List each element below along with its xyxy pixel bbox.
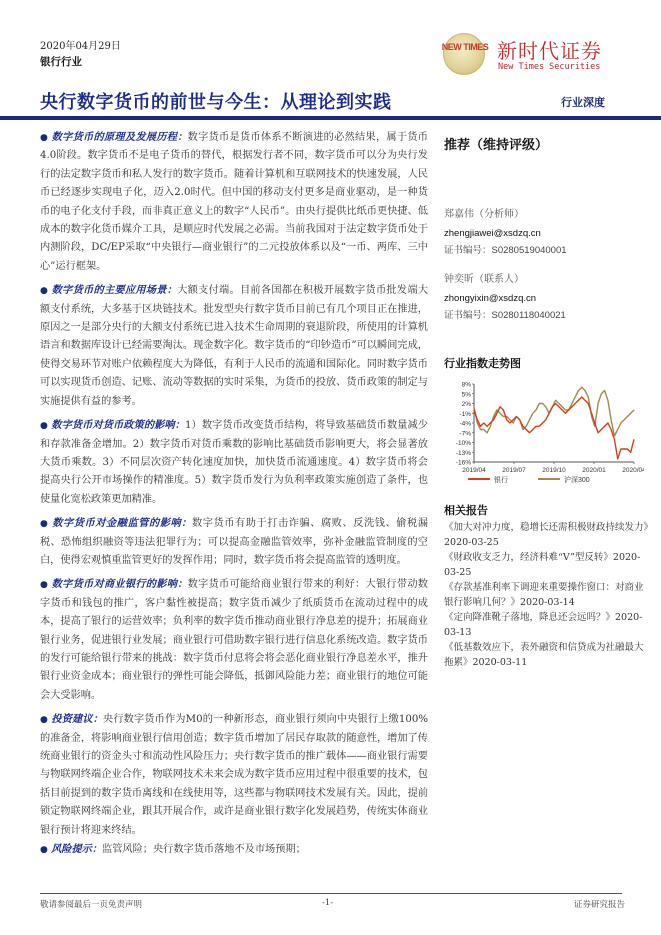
section-lead: 数字货币对货币政策的影响：: [51, 419, 185, 432]
section-scenarios: [40, 281, 428, 411]
analyst-email[interactable]: zhengjiawei@xsdzq.cn: [444, 228, 541, 239]
industry-label: 银行行业: [40, 56, 82, 68]
related-report-link[interactable]: 《存款基准利率下调迎来重要操作窗口：对商业银行影响几何？》2020-03-14: [444, 582, 644, 608]
related-report-link[interactable]: 《定向降准靴子落地，降息还会远吗？》2020-03-13: [444, 612, 643, 638]
bullet-icon: ●: [40, 519, 49, 530]
page-number: -1-: [322, 898, 334, 908]
related-report-link[interactable]: 《财政收支乏力，经济料难“V”型反转》2020-03-25: [444, 552, 641, 578]
legend-label: 沪深300: [564, 477, 590, 484]
chart-svg: [444, 378, 644, 488]
x-tick-label: 2020/01: [582, 467, 606, 474]
section-monetary-policy: [40, 416, 428, 509]
company-logo: [443, 33, 643, 79]
bullet-icon: ●: [40, 133, 49, 143]
related-report-link[interactable]: 《加大对冲力度，稳增长还需积极财政持续发力》2020-03-25: [444, 522, 649, 548]
bullet-icon: ●: [40, 580, 49, 591]
bullet-icon: ●: [40, 286, 49, 297]
report-date: 2020年04月29日: [40, 41, 121, 52]
legend-label: 银行: [494, 477, 508, 484]
bullet-icon: ●: [40, 421, 48, 432]
section-text: 大额支付端。目前各国都在积极开展数字货币批发端大额支付系统，大多基于区块链技术。批发型央行数字货币目前已有几个项目正在推进，原因之一是部分央行的大额支付系统已进入技术生命周期的衰退阶段，所使用的计算机语言和数据库设计已经需要淘汰。现金数字化。数字货币的“印钞造币”可以瞬间完成，使得交易环节对账户依赖程度大为降低，有利于人民币的流通和国际化。同时数字货币可以实现货币创造、记账、流动等数据的实时采集，为货币的投放、货币政策的制定与实施提供有益的参考。: [40, 285, 429, 407]
bullet-icon: ●: [40, 715, 48, 726]
y-tick-label: -10%: [455, 440, 471, 447]
x-tick-label: 2019/07: [502, 467, 526, 474]
section-risk: [40, 840, 428, 859]
section-principle: [40, 128, 428, 276]
analyst-name: 郑嘉伟（分析师）: [444, 209, 524, 220]
section-lead: 数字货币对商业银行的影响：: [51, 578, 188, 591]
y-tick-label: -1%: [459, 410, 471, 418]
logo-seal-icon: [443, 33, 485, 75]
report-title: 央行数字货币的前世与今生：从理论到实践: [40, 92, 392, 113]
bullet-icon: ●: [40, 845, 48, 856]
section-lead: 数字货币的原理及发展历程：: [51, 131, 188, 143]
footer-divider: [40, 893, 622, 894]
report-type: 行业深度: [561, 96, 605, 109]
chart-title: 行业指数走势图: [444, 357, 521, 370]
related-title: 相关报告: [444, 504, 488, 517]
analyst-name: 钟奕昕（联系人）: [444, 274, 524, 285]
logo-seal-text: NEW TIMES: [441, 42, 489, 52]
x-tick-label: 2019/10: [542, 467, 566, 474]
section-lead: 投资建议：: [51, 713, 104, 726]
y-tick-label: -4%: [459, 420, 471, 428]
section-text: 数字货币是货币体系不断演进的必然结果，属于货币4.0阶段。数字货币不是电子货币的替代，根据发行者不同，数字货币可以分为央行发行的法定数字货币和私人发行的数字货币。随着计算机和互联网技术的快速发展，人民币已经逐步实现电子化，迈入2.0时代。但中国的移动支付更多是商业驱动，是一种货币的电子化支付手段，而非真正意义上的数字“人民币”。由央行提供比纸币更快捷、低成本的数字化货币媒介工具，是顺应时代发展之必需。当前我国对于法定数字货币处于内测阶段，DC/EP采取“中央银行—商业银行”的二元投放体系以及“一币、两库、三中心”运行框架。: [40, 132, 428, 272]
x-tick-label: 2019/04: [462, 467, 486, 474]
section-lead: 数字货币对金融监管的影响：: [52, 517, 193, 530]
analyst-cert: 证书编号：S0280118040021: [444, 310, 566, 321]
section-regulation: [40, 514, 428, 570]
related-report-link[interactable]: 《低基数效应下，表外融资和信贷成为社融最大拖累》2020-03-11: [444, 642, 644, 668]
section-text: 数字货币有助于打击诈骗、腐败、反洗钱、偷税漏税、恐怖组织融资等违法犯罪行为；可以提高金融监管效率，弥补金融监管制度的空白，使得宏观慎重监管更好的发挥作用；同时，数字货币将会提高监管的透明度。: [40, 518, 428, 566]
y-tick-label: -16%: [455, 459, 471, 467]
analyst-card: [444, 270, 644, 325]
logo-name-cn: 新时代证券: [497, 39, 602, 63]
analyst-card: [444, 205, 644, 260]
section-text: 监管风险；央行数字货币落地不及市场预期；: [102, 844, 306, 856]
section-lead: 风险提示：: [51, 843, 103, 856]
related-reports: [444, 502, 649, 670]
footer-disclaimer: 敬请参阅最后一页免责声明: [40, 900, 143, 910]
section-text: 数字货币可能给商业银行带来的利好：大银行带动数字货币和钱包的推广，客户黏性被提高；数字货币减少了纸质货币在流动过程中的成本，提高了银行的运营效率；负利率的数字货币推动商业银行净息差的提升；拓展商业银行业务，促进银行业发展；商业银行可借助数字银行进行信息化系统改造。数字货币的发行可能给银行带来的挑战：数字货币付息将会将会恶化商业银行净息差水平，推升银行业资金成本；商业银行的弹性可能会降低，抵御风险能力差；商业银行的地位可能会大受影响。: [40, 579, 428, 701]
y-tick-label: -7%: [459, 430, 471, 438]
sidebar: [444, 128, 644, 325]
section-lead: 数字货币的主要应用场景：: [51, 284, 178, 297]
analyst-email[interactable]: zhongyixin@xsdzq.cn: [444, 293, 537, 304]
section-commercial-banks: [40, 575, 428, 705]
title-divider: [0, 116, 661, 120]
section-investment-advice: [40, 710, 428, 840]
index-trend-chart: [444, 378, 644, 492]
logo-name-en: New Times Securities: [498, 62, 601, 72]
y-tick-label: 8%: [461, 381, 471, 389]
y-tick-label: -13%: [455, 449, 471, 457]
section-text: 央行数字货币作为M0的一种新形态，商业银行须向中央银行上缴100%的准备金，将影响商业银行信用创造；数字货币增加了居民存取款的随意性，增加了传统商业银行的资金头寸和流动性风险压力；央行数字货币的推广载体——商业银行需要与物联网终端企业合作，物联网技术未来会成为数字货币应用过程中很重要的技术，包括目前提到的数字货币离线和在线使用等，这些都与物联网技术发展有关。因此，提前锁定物联网终端企业，跟其开展合作，或许是商业银行数字化发展趋势，传统实体商业银行预计将迎来终结。: [40, 714, 429, 836]
analyst-cert: 证书编号：S0280519040001: [444, 245, 567, 256]
x-tick-label: 2020/04: [622, 467, 644, 474]
main-content: [40, 128, 428, 864]
y-tick-label: 2%: [461, 401, 471, 408]
rating: 推荐（维持评级）: [444, 138, 549, 153]
section-text: 1）数字货币改变货币结构，将导致基础货币数量减少和存款准备金增加。2）数字货币对货币乘数的影响比基础货币影响更大，将会显著放大货币乘数。3）不同层次资产转化速度加快，加快货币流通速度。4）数字货币将会提高央行公开市场操作的精准度。5）数字货币发行为负利率政策实施创造了条件，也使量化宽松政策更加精准。: [40, 420, 428, 505]
y-tick-label: 5%: [461, 391, 471, 399]
footer-report-label: 证券研究报告: [574, 900, 626, 910]
series-line-0: [474, 397, 634, 459]
